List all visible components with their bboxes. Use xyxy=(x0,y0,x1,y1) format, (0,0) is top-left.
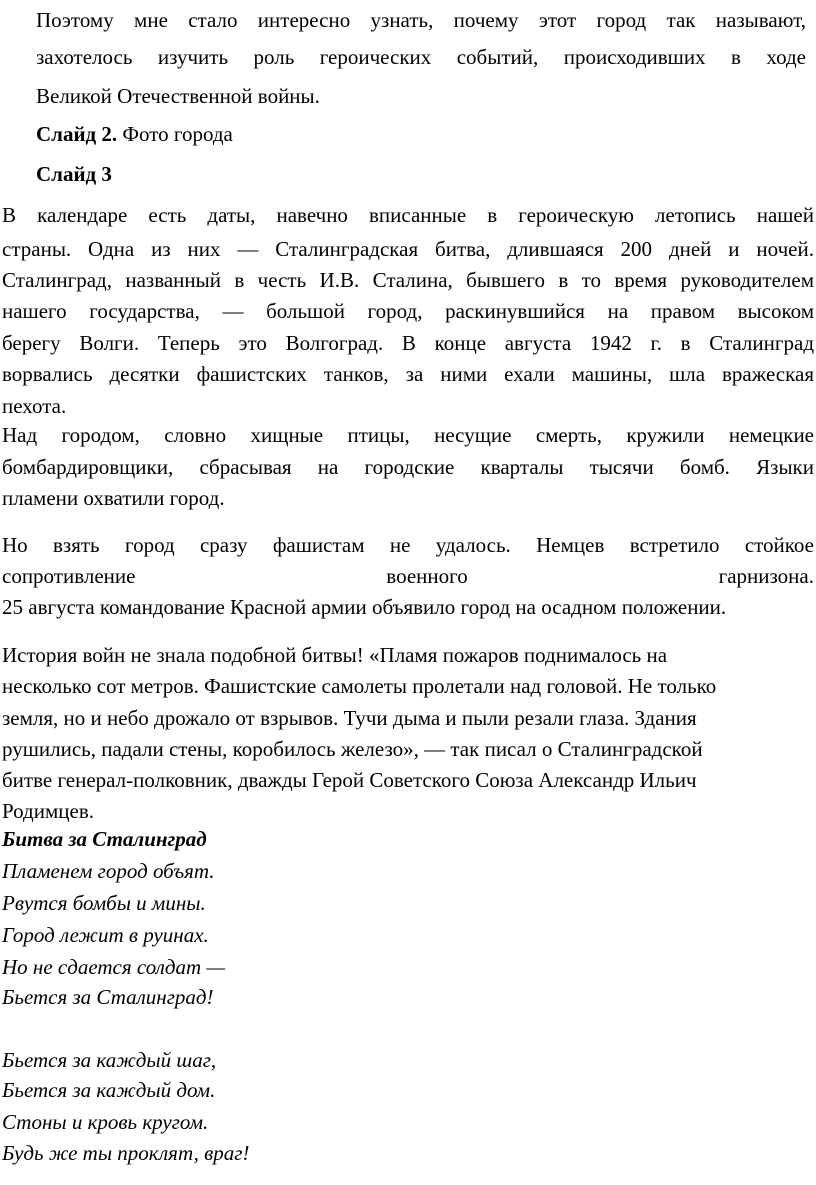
paragraph-line: нашего государства, — большой город, раскинувшийся на правом высоком xyxy=(2,299,814,323)
slide-2-label: Слайд 2. xyxy=(36,122,118,146)
poem-line: Стоны и кровь кругом. xyxy=(2,1110,209,1134)
poem-line: Бьется за каждый дом. xyxy=(2,1078,216,1102)
poem-line: Рвутся бомбы и мины. xyxy=(2,891,206,915)
paragraph-line: рушились, падали стены, коробилось железо», — так писал о Сталинградской xyxy=(2,737,703,761)
paragraph-line: пламени охватили город. xyxy=(2,486,225,510)
paragraph-line: пехота. xyxy=(2,394,67,418)
slide-2-caption xyxy=(36,124,233,145)
paragraph-line: Над городом, словно хищные птицы, несущие смерть, кружили немецкие xyxy=(2,423,814,447)
poem-line: Бьется за каждый шаг, xyxy=(2,1048,217,1072)
paragraph-line: Родимцев. xyxy=(2,799,94,823)
paragraph-line: В календаре есть даты, навечно вписанные в героическую летопись нашей xyxy=(2,203,814,227)
poem-line: Пламенем город объят. xyxy=(2,859,215,883)
paragraph-line: земля, но и небо дрожало от взрывов. Тучи дыма и пыли резали глаза. Здания xyxy=(2,706,697,730)
paragraph-line: страны. Одна из них — Сталинградская битва, длившаяся 200 дней и ночей. xyxy=(2,237,814,261)
paragraph-line: ворвались десятки фашистских танков, за ними ехали машины, шла вражеская xyxy=(2,362,814,386)
paragraph-line: Сталинград, названный в честь И.В. Сталина, бывшего в то время руководителем xyxy=(2,268,814,292)
poem-line: Будь же ты проклят, враг! xyxy=(2,1141,250,1165)
paragraph-line: 25 августа командование Красной армии объявило город на осадном положении. xyxy=(2,595,727,619)
poem-title: Битва за Сталинград xyxy=(2,827,207,851)
slide-2-text: Фото города xyxy=(122,122,233,146)
paragraph-line: несколько сот метров. Фашистские самолеты пролетали над головой. Не только xyxy=(2,674,717,698)
slide-3-label: Слайд 3 xyxy=(36,162,112,186)
poem-line: Но не сдается солдат — xyxy=(2,955,226,979)
paragraph-line: сопротивление военного гарнизона. xyxy=(2,564,814,588)
paragraph-line: битве генерал-полковник, дважды Герой Советского Союза Александр Ильич xyxy=(2,768,697,792)
intro-line: Великой Отечественной войны. xyxy=(36,84,320,108)
poem-line: Бьется за Сталинград! xyxy=(2,985,214,1009)
paragraph-line: бомбардировщики, сбрасывая на городские кварталы тысячи бомб. Языки xyxy=(2,455,814,479)
poem-line: Город лежит в руинах. xyxy=(2,923,209,947)
intro-line: Поэтому мне стало интересно узнать, почему этот город так называют, xyxy=(36,8,806,32)
paragraph-line: Но взять город сразу фашистам не удалось. Немцев встретило стойкое xyxy=(2,533,814,557)
paragraph-line: История войн не знала подобной битвы! «Пламя пожаров поднималось на xyxy=(2,643,668,667)
intro-line: захотелось изучить роль героических событий, происходивших в ходе xyxy=(36,45,806,69)
paragraph-line: берегу Волги. Теперь это Волгоград. В конце августа 1942 г. в Сталинград xyxy=(2,331,814,355)
